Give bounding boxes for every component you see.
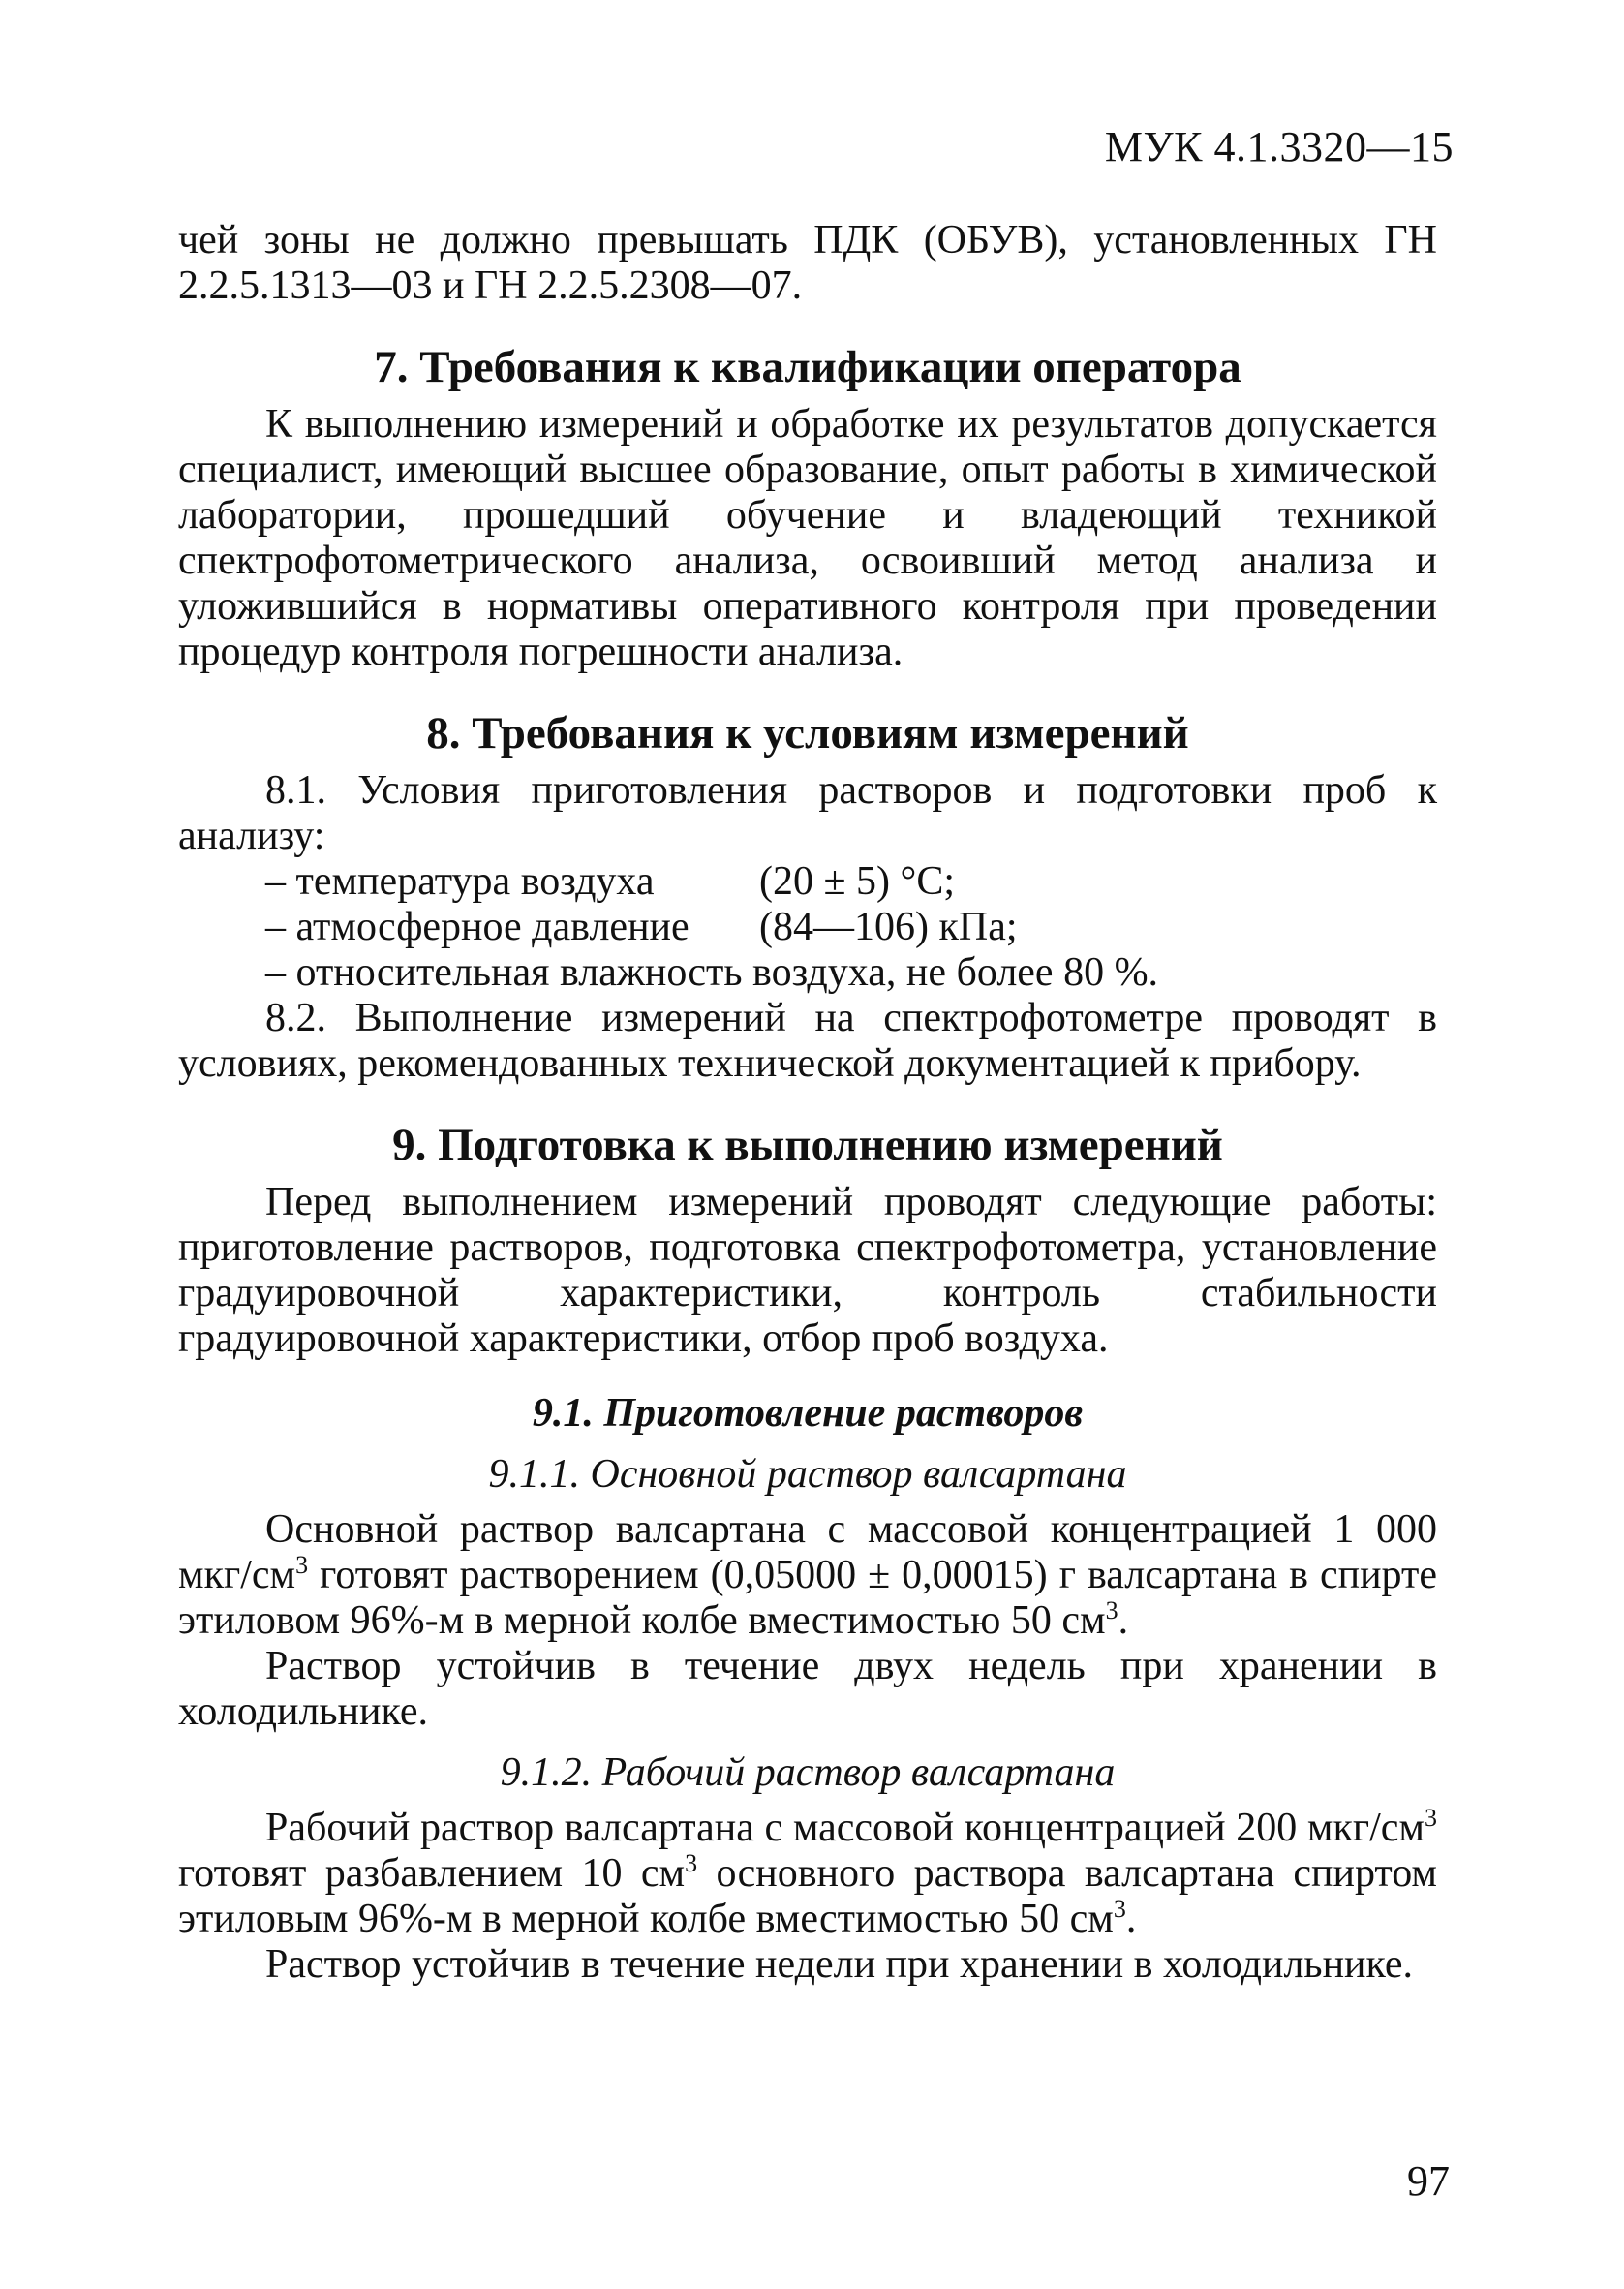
intro-paragraph: чей зоны не должно превышать ПДК (ОБУВ), установленных ГН 2.2.5.1313—03 и ГН 2.2.5.2308—07. (178, 218, 1437, 308)
section-9-1-1-stability: Раствор устойчив в течение двух недель при хранении в холодильнике. (178, 1644, 1437, 1734)
section-8-1-intro: 8.1. Условия приготовления растворов и подготовки проб к анализу: (178, 768, 1437, 858)
section-7-paragraph: К выполнению измерений и обработке их результатов допускается специалист, имеющий высшее образование, опыт работы в химической лаборатории, прошедший обучение и владеющий техникой спектрофотометрического анализа, освоивший метод анализа и уложившийся в нормативы оперативного контроля при проведении процедур контроля погрешности анализа. (178, 402, 1437, 674)
section-9-1-2-stability: Раствор устойчив в течение недели при хранении в холодильнике. (265, 1942, 1414, 1987)
section-9-1-1-paragraph: Основной раствор валсартана с массовой концентрацией 1 000 мкг/$см^3$ готовят растворением (0,05000 ± 0,00015) г валсартана в спирте этиловом 96%-м в мерной колбе вместимостью 50 $см^3$. (178, 1507, 1437, 1643)
section-9-paragraph: Перед выполнением измерений проводят следующие работы: приготовление растворов, подготовка спектрофотометра, установление градуировочной характеристики, контроль стабильности градуировочной характеристики, отбор проб воздуха. (178, 1180, 1437, 1361)
section-9-1-2-heading: 9.1.2. Рабочий раствор валсартана (500, 1750, 1116, 1795)
condition-label: – атмосферное давление (265, 905, 689, 949)
section-7-heading: 7. Требования к квалификации оператора (374, 342, 1241, 392)
section-9-1-2-paragraph: Рабочий раствор валсартана с массовой концентрацией 200 мкг/$см^3$ готовят разбавлением 10 $см^3$ основного раствора валсартана спиртом этиловым 96%-м в мерной колбе вместимостью 50 $см^3$. (178, 1804, 1437, 1941)
condition-humidity: – относительная влажность воздуха, не более 80 %. (265, 950, 1159, 995)
section-9-1-1-heading: 9.1.1. Основной раствор валсартана (488, 1452, 1127, 1497)
page-number: 97 (1407, 2157, 1450, 2205)
section-9-heading: 9. Подготовка к выполнению измерений (392, 1120, 1223, 1170)
section-9-1-heading: 9.1. Приготовление растворов (532, 1391, 1084, 1436)
condition-pressure (178, 905, 1437, 950)
condition-temperature (178, 859, 1437, 905)
document-code: МУК 4.1.3320—15 (1104, 123, 1454, 170)
condition-value: (84—106) кПа; (759, 905, 1018, 949)
section-8-heading: 8. Требования к условиям измерений (426, 708, 1189, 758)
condition-label: – температура воздуха (265, 859, 655, 904)
section-8-2-paragraph: 8.2. Выполнение измерений на спектрофотометре проводят в условиях, рекомендованных технической документацией к прибору. (178, 996, 1437, 1086)
condition-value: (20 ± 5) °С; (759, 859, 956, 904)
page-content (178, 218, 1437, 1988)
